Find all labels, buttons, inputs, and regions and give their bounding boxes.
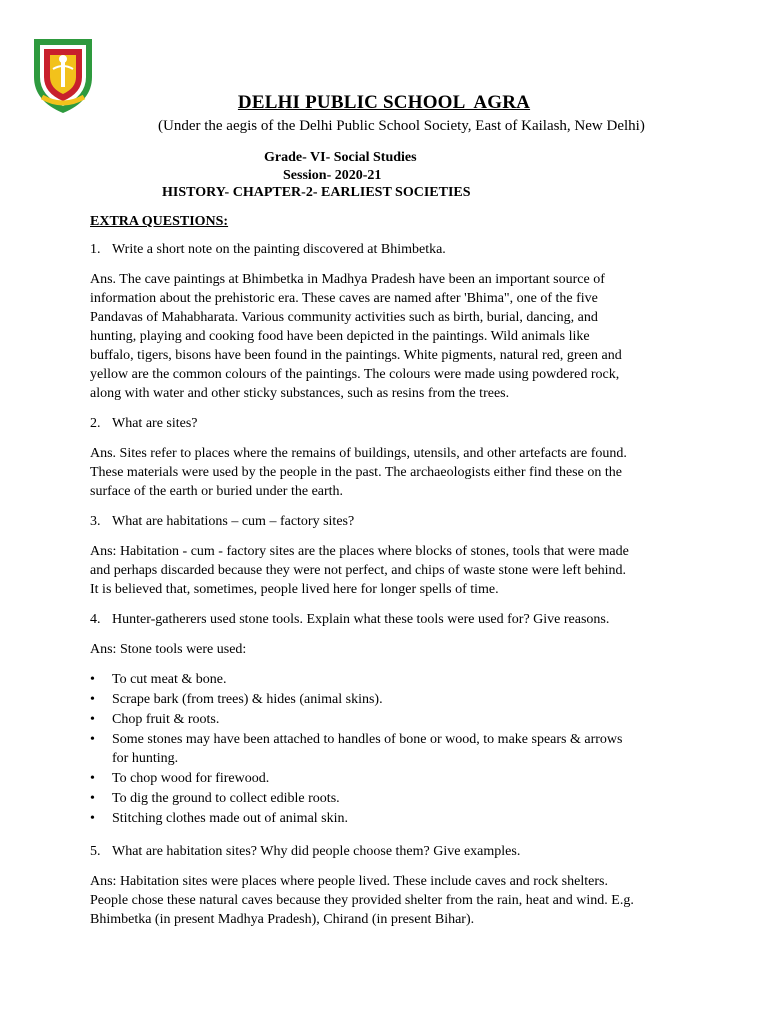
- answer-line: It is believed that, sometimes, people lived here for longer spells of time.: [90, 582, 499, 597]
- answer-line: Ans: Stone tools were used:: [90, 642, 247, 657]
- question-text: Hunter-gatherers used stone tools. Explain what these tools were used for? Give reasons.: [112, 612, 610, 627]
- bullet-item: [90, 730, 680, 768]
- bullet-line: for hunting.: [112, 751, 179, 766]
- answer-line: Pandavas of Mahabharata. Various community activities such as birth, burial, dancing, and: [90, 310, 598, 325]
- bullet-line: To chop wood for firewood.: [112, 771, 270, 786]
- answer-line: along with water and other sticky substances, such as resins from the trees.: [90, 386, 510, 401]
- bullet-icon: •: [90, 771, 95, 786]
- bullet-icon: •: [90, 712, 95, 727]
- question-item: [90, 512, 680, 531]
- question-text: What are habitations – cum – factory sites?: [112, 514, 355, 529]
- bullet-item: [90, 710, 680, 729]
- answer-line: Ans. Sites refer to places where the remains of buildings, utensils, and other artefacts are found.: [90, 446, 627, 461]
- question-text: What are habitation sites? Why did people choose them? Give examples.: [112, 844, 521, 859]
- answer-text: [90, 444, 680, 501]
- bullet-icon: •: [90, 791, 95, 806]
- bullet-item: [90, 809, 680, 828]
- question-number: 5.: [90, 844, 101, 859]
- answer-line: yellow are the common colours of the paintings. The colours were made using powdered rock,: [90, 367, 620, 382]
- question-number: 4.: [90, 612, 101, 627]
- bullet-line: To dig the ground to collect edible roots.: [112, 791, 340, 806]
- bullet-list: [90, 670, 680, 828]
- bullet-icon: •: [90, 692, 95, 707]
- question-item: [90, 414, 680, 433]
- answer-text: [90, 640, 680, 659]
- bullet-item: [90, 769, 680, 788]
- answer-line: People chose these natural caves because they provided shelter from the rain, heat and wind. E.g.: [90, 893, 634, 908]
- bullet-icon: •: [90, 672, 95, 687]
- bullet-item: [90, 690, 680, 709]
- question-text: What are sites?: [112, 416, 198, 431]
- bullet-icon: •: [90, 811, 95, 826]
- answer-line: These materials were used by the people in the past. The archaeologists either find these on the: [90, 465, 622, 480]
- section-title: EXTRA QUESTIONS:: [90, 214, 229, 229]
- answer-line: and perhaps discarded because they were not perfect, and chips of waste stone were left behind.: [90, 563, 627, 578]
- answer-line: Ans. The cave paintings at Bhimbetka in Madhya Pradesh have been an important source of: [90, 272, 605, 287]
- chapter-title: HISTORY- CHAPTER-2- EARLIEST SOCIETIES: [162, 185, 471, 200]
- question-number: 3.: [90, 514, 101, 529]
- grade-line: Grade- VI- Social Studies: [264, 150, 417, 165]
- question-text: Write a short note on the painting discovered at Bhimbetka.: [112, 242, 446, 257]
- answer-line: Ans: Habitation sites were places where people lived. These include caves and rock shelters.: [90, 874, 608, 889]
- aegis-subtitle: (Under the aegis of the Delhi Public School Society, East of Kailash, New Delhi): [158, 118, 645, 134]
- question-item: [90, 240, 680, 259]
- question-item: [90, 610, 680, 629]
- question-number: 1.: [90, 242, 101, 257]
- answer-line: information about the prehistoric era. These caves are named after 'Bhima", one of the five: [90, 291, 598, 306]
- bullet-item: [90, 789, 680, 808]
- answer-line: hunting, playing and cooking food have been depicted in the paintings. Wild animals like: [90, 329, 590, 344]
- bullet-line: Some stones may have been attached to handles of bone or wood, to make spears & arrows: [112, 732, 623, 747]
- answer-text: [90, 542, 680, 599]
- question-number: 2.: [90, 416, 101, 431]
- bullet-line: Chop fruit & roots.: [112, 712, 220, 727]
- bullet-line: Stitching clothes made out of animal skin.: [112, 811, 349, 826]
- answer-line: buffalo, tigers, bisons have been found in the paintings. White pigments, natural red, green and: [90, 348, 622, 363]
- bullet-item: [90, 670, 680, 689]
- answer-text: [90, 270, 680, 403]
- questions-list: [90, 240, 680, 940]
- bullet-line: To cut meat & bone.: [112, 672, 227, 687]
- answer-line: Ans: Habitation - cum - factory sites are the places where blocks of stones, tools that were made: [90, 544, 629, 559]
- question-item: [90, 842, 680, 861]
- session-line: Session- 2020-21: [283, 168, 382, 183]
- answer-line: Bhimbetka (in present Madhya Pradesh), Chirand (in present Bihar).: [90, 912, 475, 927]
- bullet-line: Scrape bark (from trees) & hides (animal skins).: [112, 692, 383, 707]
- bullet-icon: •: [90, 732, 95, 747]
- answer-line: surface of the earth or buried under the earth.: [90, 484, 344, 499]
- answer-text: [90, 872, 680, 929]
- school-name-title: DELHI PUBLIC SCHOOL AGRA: [237, 92, 531, 113]
